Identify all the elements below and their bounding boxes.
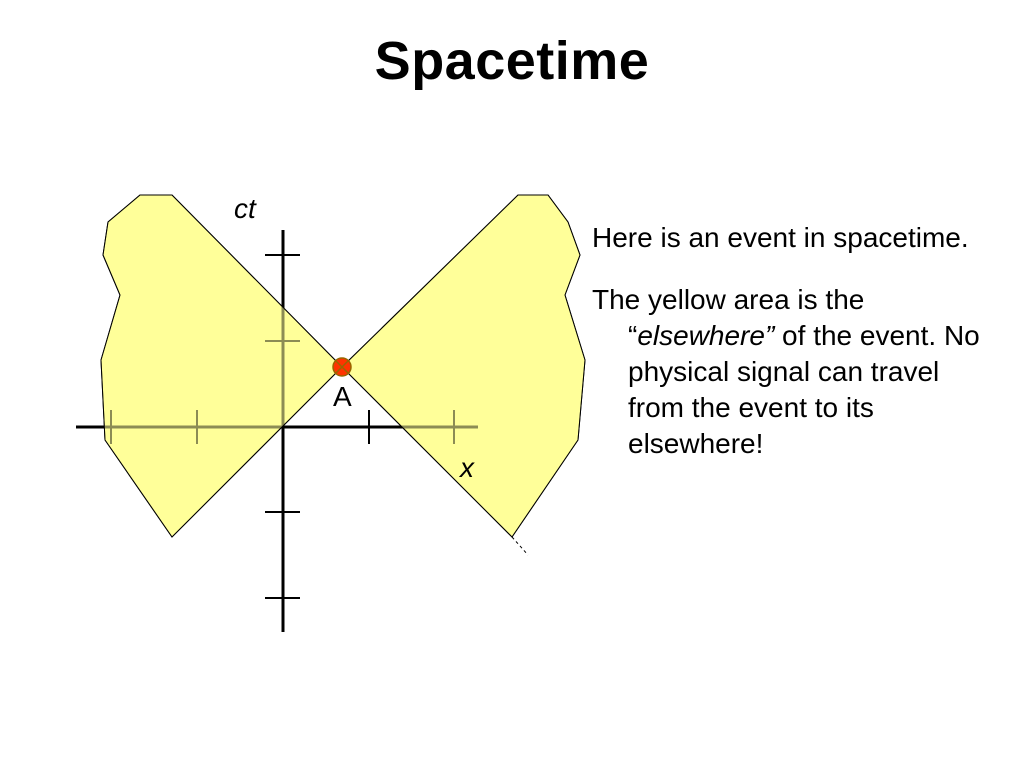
para2-before: The yellow area is the xyxy=(592,284,865,315)
explanation-text xyxy=(592,220,992,488)
ct-axis-label: ct xyxy=(234,193,256,224)
x-axis-label: x xyxy=(460,452,474,483)
elsewhere-overlay-right xyxy=(342,195,585,537)
dashed-extension xyxy=(512,537,528,555)
slide-title: Spacetime xyxy=(374,31,650,91)
paragraph-intro: Here is an event in spacetime. xyxy=(592,222,969,253)
open-quote: “ xyxy=(628,320,638,351)
paragraph-elsewhere xyxy=(592,282,992,462)
event-label: A xyxy=(333,381,352,412)
elsewhere-overlay-left xyxy=(101,195,342,537)
elsewhere-term: elsewhere” xyxy=(637,320,775,351)
para2-after: of the event. No physical signal can travel from the event to its elsewhere! xyxy=(628,320,980,459)
